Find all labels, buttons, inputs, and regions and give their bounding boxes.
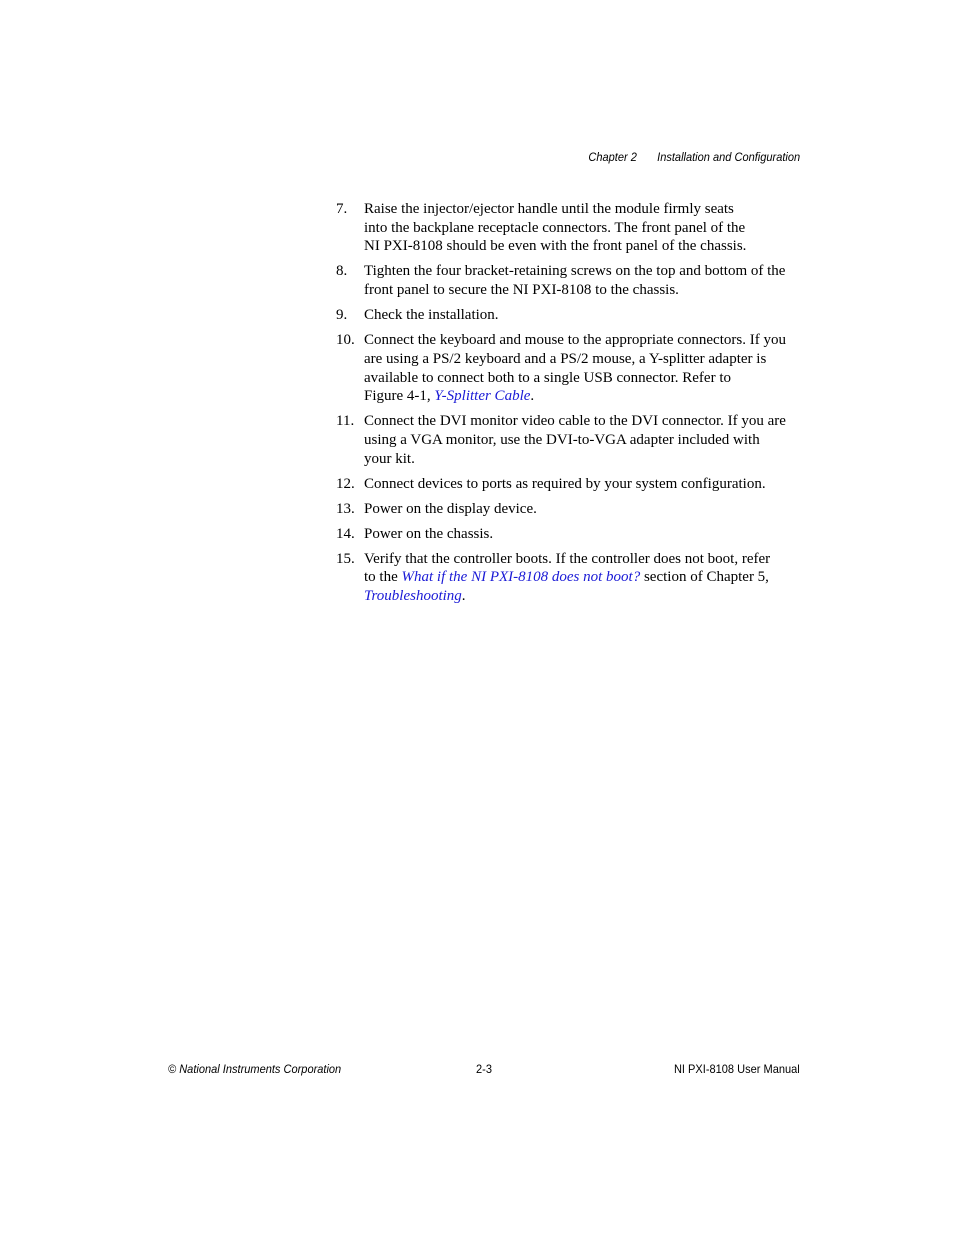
boot-troubleshooting-section-link[interactable]: What if the NI PXI-8108 does not boot?: [401, 569, 641, 586]
step-14: [336, 525, 806, 544]
step-number: 14.: [336, 525, 355, 542]
step-text: [364, 475, 806, 494]
step-line: Power on the chassis.: [364, 525, 494, 542]
step-text: [364, 200, 806, 256]
step-line: available to connect both to a single USB connector. Refer to: [364, 369, 731, 386]
step-7: [336, 200, 806, 256]
step-text: [364, 262, 806, 299]
step-text: [364, 412, 806, 468]
step-text: [364, 550, 806, 606]
step-line: Connect devices to ports as required by your system configuration.: [364, 475, 766, 492]
step-13: [336, 500, 806, 519]
step-line: into the backplane receptacle connectors. The front panel of the: [364, 219, 746, 236]
step-number: 8.: [336, 263, 348, 280]
step-line: Connect the DVI monitor video cable to the DVI connector. If you are: [364, 413, 786, 430]
footer-manual-title: NI PXI-8108 User Manual: [674, 1062, 800, 1076]
header-chapter: Chapter 2: [588, 150, 637, 164]
footer-page-number: 2-3: [476, 1062, 492, 1076]
step-line: are using a PS/2 keyboard and a PS/2 mouse, a Y-splitter adapter is: [364, 350, 767, 367]
step-number: 9.: [336, 307, 348, 324]
step-line: Verify that the controller boots. If the controller does not boot, refer: [364, 550, 771, 567]
step-number: 11.: [336, 413, 355, 430]
running-header: [588, 150, 800, 164]
step-line: Raise the injector/ejector handle until the module firmly seats: [364, 201, 734, 217]
step-line: using a VGA monitor, use the DVI-to-VGA adapter included with: [364, 431, 760, 448]
step-line: Connect the keyboard and mouse to the appropriate connectors. If you: [364, 332, 786, 349]
step-line: section of Chapter 5,: [640, 569, 769, 586]
step-15: [336, 550, 806, 606]
step-text: [364, 306, 806, 325]
step-number: 12.: [336, 475, 355, 492]
step-text: [364, 500, 806, 519]
step-line: NI PXI-8108 should be even with the front panel of the chassis.: [364, 238, 747, 255]
step-line: to the: [364, 569, 402, 586]
step-line: Tighten the four bracket-retaining screws on the top and bottom of the: [364, 263, 786, 280]
step-line: front panel to secure the NI PXI-8108 to the chassis.: [364, 282, 679, 299]
step-8: [336, 262, 806, 299]
step-10: [336, 331, 806, 406]
step-text: [364, 331, 806, 406]
step-text: [364, 525, 806, 544]
step-line: your kit.: [364, 450, 415, 467]
y-splitter-cable-link[interactable]: Y-Splitter Cable: [434, 388, 531, 405]
step-number: 10.: [336, 332, 355, 349]
step-line: Figure 4-1,: [364, 388, 435, 405]
step-number: 15.: [336, 550, 355, 567]
installation-steps-list: [336, 200, 806, 612]
troubleshooting-chapter-link[interactable]: Troubleshooting: [364, 588, 462, 605]
step-number: 13.: [336, 500, 355, 517]
step-line: .: [461, 588, 466, 605]
step-12: [336, 475, 806, 494]
step-line: .: [530, 388, 535, 405]
step-line: Power on the display device.: [364, 500, 537, 517]
step-line: Check the installation.: [364, 307, 499, 324]
step-number: 7.: [336, 201, 348, 217]
header-section: Installation and Configuration: [656, 150, 800, 164]
footer-copyright: © National Instruments Corporation: [168, 1062, 342, 1076]
step-11: [336, 412, 806, 468]
step-9: [336, 306, 806, 325]
